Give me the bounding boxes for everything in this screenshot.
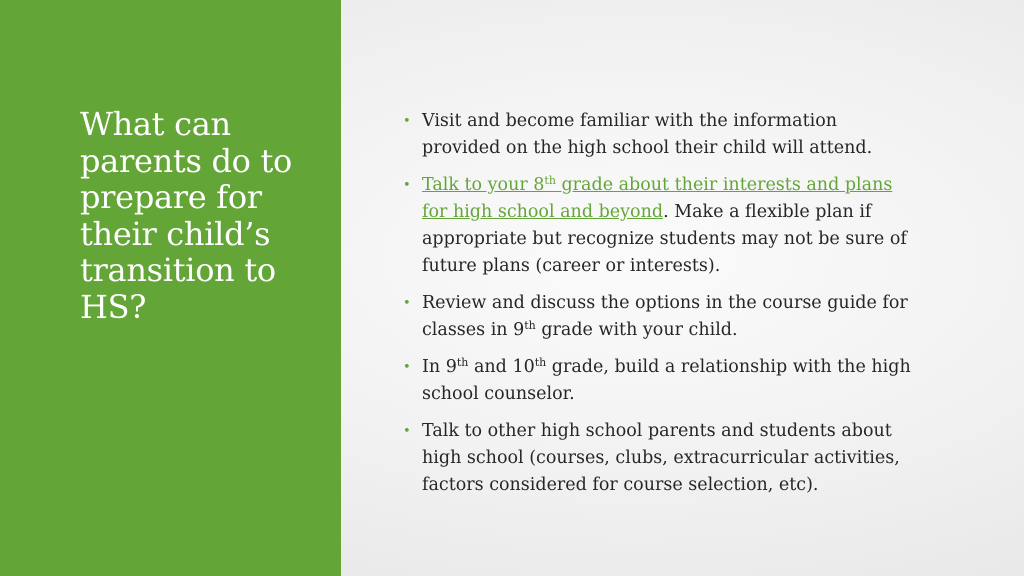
bullet-text-start: In 9 [422,357,457,377]
superscript: th [456,355,469,369]
bullet-text: Talk to other high school parents and students about high school (courses, clubs, extracurricular activities, factors considered for course selection, etc). [422,421,900,495]
bullet-text: . Make a flexible plan if appropriate but recognize students may not be sure of future plans (career or interests). [422,202,907,276]
bullet-icon: • [403,296,411,311]
bullet-icon: • [403,114,411,129]
bullet-text-end: grade, build a relationship with the high school counselor. [422,357,911,404]
link-text-end: grade about their interests and plans for high school and beyond [422,175,893,222]
superscript: th [544,173,556,187]
link-text-start: Talk to your 8 [422,175,545,195]
superscript: th [524,318,536,332]
bullet-item-5 [403,418,913,499]
bullet-text-middle: and 10 [468,357,535,377]
bullet-icon: • [403,178,411,193]
bullet-text-end: grade with your child. [535,320,738,340]
bullet-text: Visit and become familiar with the information provided on the high school their child will attend. [422,111,873,158]
bullet-list [403,108,913,509]
bullet-item-2 [403,172,913,280]
slide-title: What can parents do to prepare for their child’s transition to HS? [80,105,293,326]
bullet-item-4 [403,354,913,408]
bullet-text-start: Review and discuss the options in the course guide for classes in 9 [422,293,908,340]
bullet-icon: • [403,360,411,375]
bullet-item-1 [403,108,913,162]
superscript: th [534,355,547,369]
bullet-icon: • [403,424,411,439]
bullet-item-3 [403,290,913,344]
title-panel [0,0,341,576]
